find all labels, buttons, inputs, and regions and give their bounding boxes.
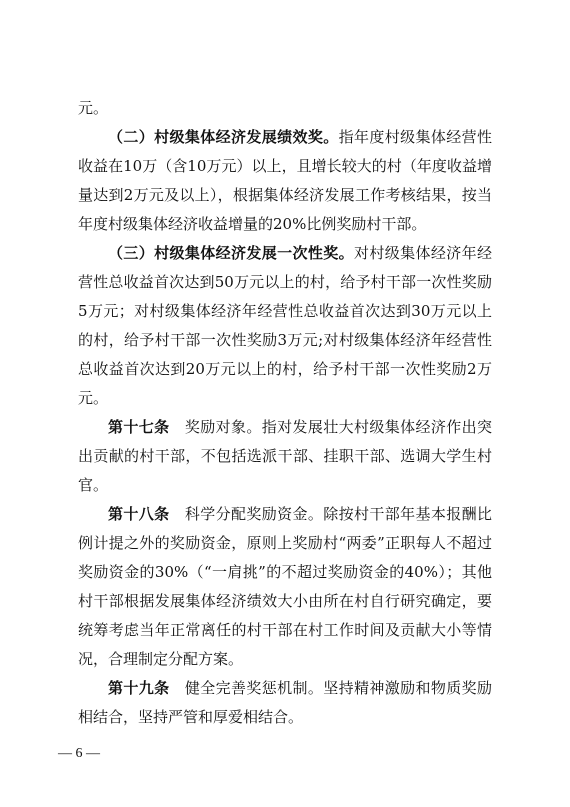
document-body [78, 94, 492, 732]
article-text: 健全完善奖惩机制。坚持精神激励和物质奖励相结合，坚持严管和厚爱相结合。 [78, 679, 492, 726]
section-heading: （三）村级集体经济发展一次性奖。 [108, 244, 354, 262]
article-heading: 第十八条 [108, 505, 170, 523]
article-19 [78, 674, 492, 732]
paragraph-text: 对村级集体经济年经营性总收益首次达到50万元以上的村，给予村干部一次性奖励5万元；对村级集体经济年经营性总收益首次达到30万元以上的村，给予村干部一次性奖励3万元;对村级集体经济年经营性总收益首次达到20万元以上的村，给予村干部一次性奖励2万元。 [78, 244, 492, 407]
article-text: 科学分配奖励资金。除按村干部年基本报酬比例计提之外的奖励资金，原则上奖励村“两委”正职每人不超过奖励资金的30%（“一肩挑”的不超过奖励资金的40%）；其他村干部根据发展集体经济绩效大小由所在村自行研究确定，要统筹考虑当年正常离任的村干部在村工作时间及贡献大小等情况，合理制定分配方案。 [78, 505, 492, 668]
paragraph-text: 元。 [78, 99, 109, 117]
article-heading: 第十九条 [108, 679, 170, 697]
section-heading: （二）村级集体经济发展绩效奖。 [108, 128, 339, 146]
paragraph-text: 指年度村级集体经营性收益在10万（含10万元）以上，且增长较大的村（年度收益增量达到2万元及以上），根据集体经济发展工作考核结果，按当年度村级集体经济收益增量的20%比例奖励村干部。 [78, 128, 492, 233]
paragraph-one-time-award [78, 239, 492, 413]
article-text: 奖励对象。指对发展壮大村级集体经济作出突出贡献的村干部，不包括选派干部、挂职干部、选调大学生村官。 [78, 418, 492, 494]
paragraph-continuation [78, 94, 492, 123]
article-heading: 第十七条 [108, 418, 170, 436]
paragraph-performance-award [78, 123, 492, 239]
page-number: — 6 — [58, 746, 100, 761]
article-17 [78, 413, 492, 500]
article-18 [78, 500, 492, 674]
